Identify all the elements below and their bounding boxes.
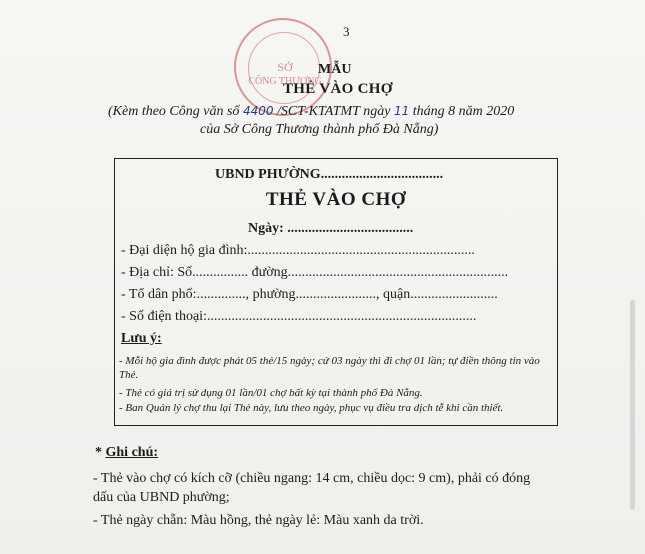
reference-line-2: của Sở Công Thương thành phố Đà Nẵng): [200, 122, 439, 137]
notes-heading-text: Ghi chú:: [105, 445, 159, 460]
card-note-1: - Mỗi hộ gia đình được phát 05 thẻ/15 ngày; cứ 03 ngày thì đi chợ 01 lần; tự điền thông tin vào Thẻ.: [119, 355, 540, 381]
reference-text-c: tháng 8 năm 2020: [409, 104, 515, 119]
card-title: THẺ VÀO CHỢ: [265, 189, 407, 210]
seal-text-line2: CÔNG THƯƠNG: [248, 76, 322, 87]
seal-text-line1: SỞ: [277, 60, 293, 74]
card-household-rep-field: - Đại diện hộ gia đình:.................................................................: [121, 243, 475, 258]
card-note-2: - Thẻ có giá trị sử dụng 01 lần/01 chợ bất kỳ tại thành phố Đà Nẵng.: [119, 387, 423, 399]
notes-line-3: - Thẻ ngày chẵn: Màu hồng, thẻ ngày lẻ: Màu xanh da trời.: [93, 513, 424, 528]
form-template-label: MẪU: [318, 62, 352, 77]
card-phone-field: - Số điện thoại:.............................................................................: [121, 309, 477, 324]
card-ward-committee: UBND PHƯỜNG...................................: [215, 167, 444, 182]
notes-line-2: dấu của UBND phường;: [93, 490, 230, 505]
reference-line-1: [108, 104, 514, 120]
reference-text-a: (Kèm theo Công văn số: [108, 104, 243, 119]
card-notes-heading: Lưu ý:: [121, 331, 162, 346]
card-neighborhood-field: - Tổ dân phố:.............., phường......................., quận.........................: [121, 287, 498, 302]
market-entry-card: [114, 158, 558, 426]
reference-text-b: /SCT-KTATMT ngày: [273, 104, 394, 119]
handwritten-day: 11: [393, 104, 410, 118]
handwritten-document-number: 4400: [242, 104, 274, 118]
notes-line-1: - Thẻ vào chợ có kích cỡ (chiều ngang: 14 cm, chiều dọc: 9 cm), phải có đóng: [93, 471, 531, 486]
card-address-field: - Địa chỉ: Số................ đường...............................................................: [121, 265, 509, 280]
notes-star: *: [95, 445, 106, 460]
card-date-field: Ngày: ....................................: [248, 221, 414, 236]
document-title: THẺ VÀO CHỢ: [283, 81, 393, 97]
notes-heading: [95, 445, 158, 461]
scrollbar[interactable]: [630, 300, 635, 510]
page-number: 3: [343, 24, 350, 39]
card-note-3: - Ban Quản lý chợ thu lại Thẻ này, lưu theo ngày, phục vụ điều tra dịch tễ khi cần thiết.: [119, 402, 504, 414]
